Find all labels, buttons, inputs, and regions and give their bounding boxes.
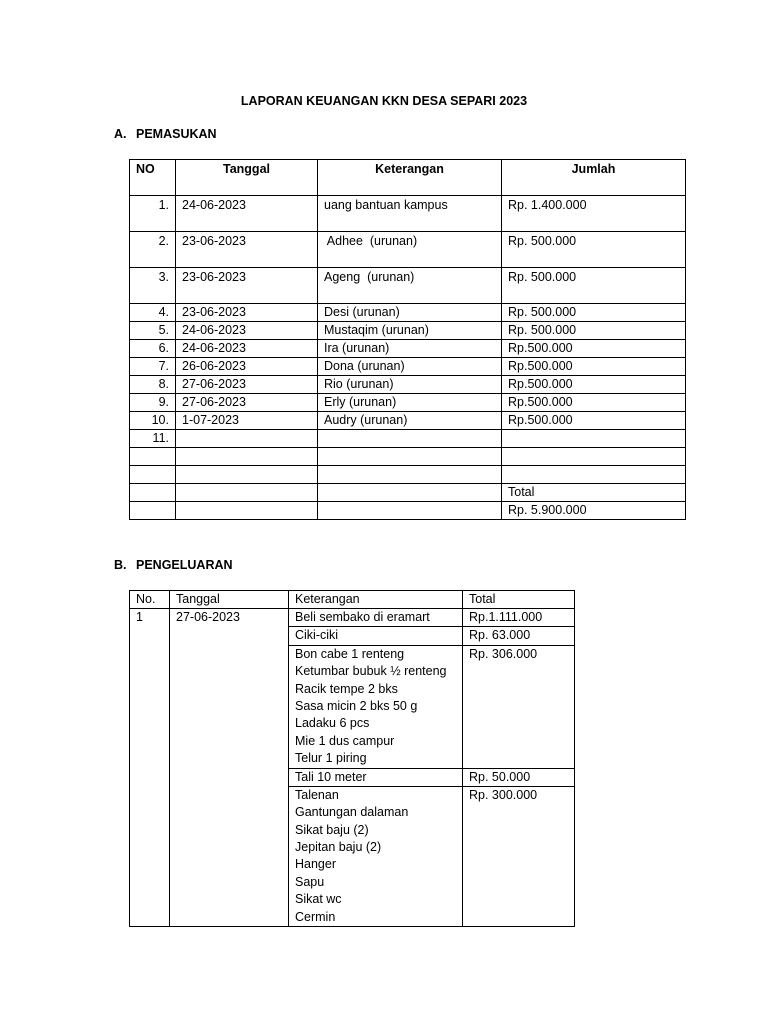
no-cell: 7. bbox=[130, 358, 176, 376]
section-b-heading bbox=[114, 558, 233, 572]
header-keterangan: Keterangan bbox=[289, 591, 463, 609]
section-a-label: PEMASUKAN bbox=[136, 127, 217, 141]
empty-cell bbox=[176, 502, 318, 520]
jumlah-cell: Rp.500.000 bbox=[502, 340, 686, 358]
header-keterangan: Keterangan bbox=[318, 160, 502, 196]
empty-cell bbox=[130, 466, 176, 484]
jumlah-cell: Rp.500.000 bbox=[502, 358, 686, 376]
tanggal-cell: 23-06-2023 bbox=[176, 268, 318, 304]
tanggal-cell: 24-06-2023 bbox=[176, 322, 318, 340]
empty-cell bbox=[130, 484, 176, 502]
pengeluaran-header-row bbox=[130, 591, 575, 609]
table-row bbox=[130, 340, 686, 358]
empty-cell bbox=[318, 466, 502, 484]
keterangan-cell: Ageng (urunan) bbox=[318, 268, 502, 304]
no-cell: 3. bbox=[130, 268, 176, 304]
total-cell: Rp. 300.000 bbox=[463, 786, 575, 926]
total-cell: Rp. 306.000 bbox=[463, 645, 575, 768]
header-jumlah: Jumlah bbox=[502, 160, 686, 196]
empty-cell bbox=[176, 466, 318, 484]
no-cell: 1 bbox=[130, 609, 170, 927]
tanggal-cell: 1-07-2023 bbox=[176, 412, 318, 430]
table-row bbox=[130, 232, 686, 268]
tanggal-cell: 27-06-2023 bbox=[176, 394, 318, 412]
jumlah-cell: Rp. 500.000 bbox=[502, 322, 686, 340]
empty-row bbox=[130, 466, 686, 484]
empty-cell bbox=[318, 484, 502, 502]
item-line: Beli sembako di eramart bbox=[295, 610, 430, 624]
item-line: Telur 1 piring bbox=[295, 751, 367, 766]
header-tanggal: Tanggal bbox=[176, 160, 318, 196]
keterangan-cell bbox=[289, 627, 463, 645]
keterangan-cell bbox=[289, 768, 463, 786]
jumlah-cell: Rp. 1.400.000 bbox=[502, 196, 686, 232]
item-line: Sasa micin 2 bks 50 g bbox=[295, 698, 418, 713]
section-b-label: PENGELUARAN bbox=[136, 558, 233, 572]
header-no: No. bbox=[130, 591, 170, 609]
section-a-heading bbox=[114, 127, 217, 141]
no-cell: 4. bbox=[130, 304, 176, 322]
item-line: Gantungan dalaman bbox=[295, 805, 409, 820]
item-line: Bon cabe 1 renteng bbox=[295, 646, 405, 661]
table-row bbox=[130, 412, 686, 430]
pemasukan-header-row bbox=[130, 160, 686, 196]
empty-cell bbox=[502, 466, 686, 484]
item-line: Sapu bbox=[295, 874, 325, 889]
jumlah-cell: Rp. 500.000 bbox=[502, 304, 686, 322]
empty-cell bbox=[176, 448, 318, 466]
header-no: NO bbox=[130, 160, 176, 196]
keterangan-cell bbox=[318, 430, 502, 448]
empty-cell bbox=[176, 484, 318, 502]
keterangan-cell: Ira (urunan) bbox=[318, 340, 502, 358]
empty-cell bbox=[318, 448, 502, 466]
total-cell: Rp.1.111.000 bbox=[463, 609, 575, 627]
item-line: Jepitan baju (2) bbox=[295, 840, 382, 855]
total-row bbox=[130, 484, 686, 502]
empty-cell bbox=[502, 448, 686, 466]
keterangan-cell: Erly (urunan) bbox=[318, 394, 502, 412]
total-cell: Rp. 50.000 bbox=[463, 768, 575, 786]
jumlah-cell: Rp.500.000 bbox=[502, 394, 686, 412]
item-line: Sikat wc bbox=[295, 892, 342, 907]
tanggal-cell: 26-06-2023 bbox=[176, 358, 318, 376]
keterangan-cell: Rio (urunan) bbox=[318, 376, 502, 394]
tanggal-cell: 24-06-2023 bbox=[176, 340, 318, 358]
item-line: Hanger bbox=[295, 857, 336, 872]
keterangan-cell: Audry (urunan) bbox=[318, 412, 502, 430]
jumlah-cell: Rp.500.000 bbox=[502, 376, 686, 394]
keterangan-cell bbox=[289, 609, 463, 627]
item-line: Mie 1 dus campur bbox=[295, 733, 395, 748]
pengeluaran-table bbox=[129, 590, 575, 927]
jumlah-cell: Rp. 500.000 bbox=[502, 268, 686, 304]
keterangan-cell: Adhee (urunan) bbox=[318, 232, 502, 268]
table-row bbox=[130, 394, 686, 412]
no-cell: 5. bbox=[130, 322, 176, 340]
empty-row bbox=[130, 448, 686, 466]
keterangan-cell: Mustaqim (urunan) bbox=[318, 322, 502, 340]
table-row bbox=[130, 196, 686, 232]
empty-cell bbox=[130, 448, 176, 466]
table-row bbox=[130, 609, 575, 627]
table-row bbox=[130, 322, 686, 340]
jumlah-cell bbox=[502, 430, 686, 448]
table-row bbox=[130, 430, 686, 448]
total-cell: Rp. 5.900.000 bbox=[502, 502, 686, 520]
item-line: Tali 10 meter bbox=[295, 769, 367, 784]
no-cell: 9. bbox=[130, 394, 176, 412]
keterangan-cell bbox=[289, 645, 463, 768]
tanggal-cell bbox=[176, 430, 318, 448]
no-cell: 11. bbox=[130, 430, 176, 448]
section-b-letter: B. bbox=[114, 558, 127, 572]
item-line: Talenan bbox=[295, 787, 339, 802]
report-title: LAPORAN KEUANGAN KKN DESA SEPARI 2023 bbox=[240, 94, 528, 108]
pemasukan-table bbox=[129, 159, 686, 520]
item-line: Cermin bbox=[295, 909, 336, 924]
tanggal-cell: 27-06-2023 bbox=[170, 609, 289, 927]
no-cell: 8. bbox=[130, 376, 176, 394]
table-row bbox=[130, 268, 686, 304]
section-a-letter: A. bbox=[114, 127, 127, 141]
no-cell: 10. bbox=[130, 412, 176, 430]
total-cell: Total bbox=[502, 484, 686, 502]
tanggal-cell: 23-06-2023 bbox=[176, 232, 318, 268]
keterangan-cell: Dona (urunan) bbox=[318, 358, 502, 376]
no-cell: 1. bbox=[130, 196, 176, 232]
tanggal-cell: 24-06-2023 bbox=[176, 196, 318, 232]
jumlah-cell: Rp.500.000 bbox=[502, 412, 686, 430]
item-line: Sikat baju (2) bbox=[295, 822, 369, 837]
total-cell: Rp. 63.000 bbox=[463, 627, 575, 645]
tanggal-cell: 23-06-2023 bbox=[176, 304, 318, 322]
table-row bbox=[130, 304, 686, 322]
keterangan-cell: Desi (urunan) bbox=[318, 304, 502, 322]
empty-cell bbox=[130, 502, 176, 520]
header-total: Total bbox=[463, 591, 575, 609]
empty-cell bbox=[318, 502, 502, 520]
table-row bbox=[130, 358, 686, 376]
jumlah-cell: Rp. 500.000 bbox=[502, 232, 686, 268]
keterangan-cell: uang bantuan kampus bbox=[318, 196, 502, 232]
table-row bbox=[130, 376, 686, 394]
no-cell: 2. bbox=[130, 232, 176, 268]
header-tanggal: Tanggal bbox=[170, 591, 289, 609]
keterangan-cell bbox=[289, 786, 463, 926]
tanggal-cell: 27-06-2023 bbox=[176, 376, 318, 394]
item-line: Ladaku 6 pcs bbox=[295, 716, 370, 731]
total-row bbox=[130, 502, 686, 520]
item-line: Ciki-ciki bbox=[295, 628, 339, 643]
item-line: Racik tempe 2 bks bbox=[295, 681, 398, 696]
no-cell: 6. bbox=[130, 340, 176, 358]
item-line: Ketumbar bubuk ½ renteng bbox=[295, 664, 447, 679]
